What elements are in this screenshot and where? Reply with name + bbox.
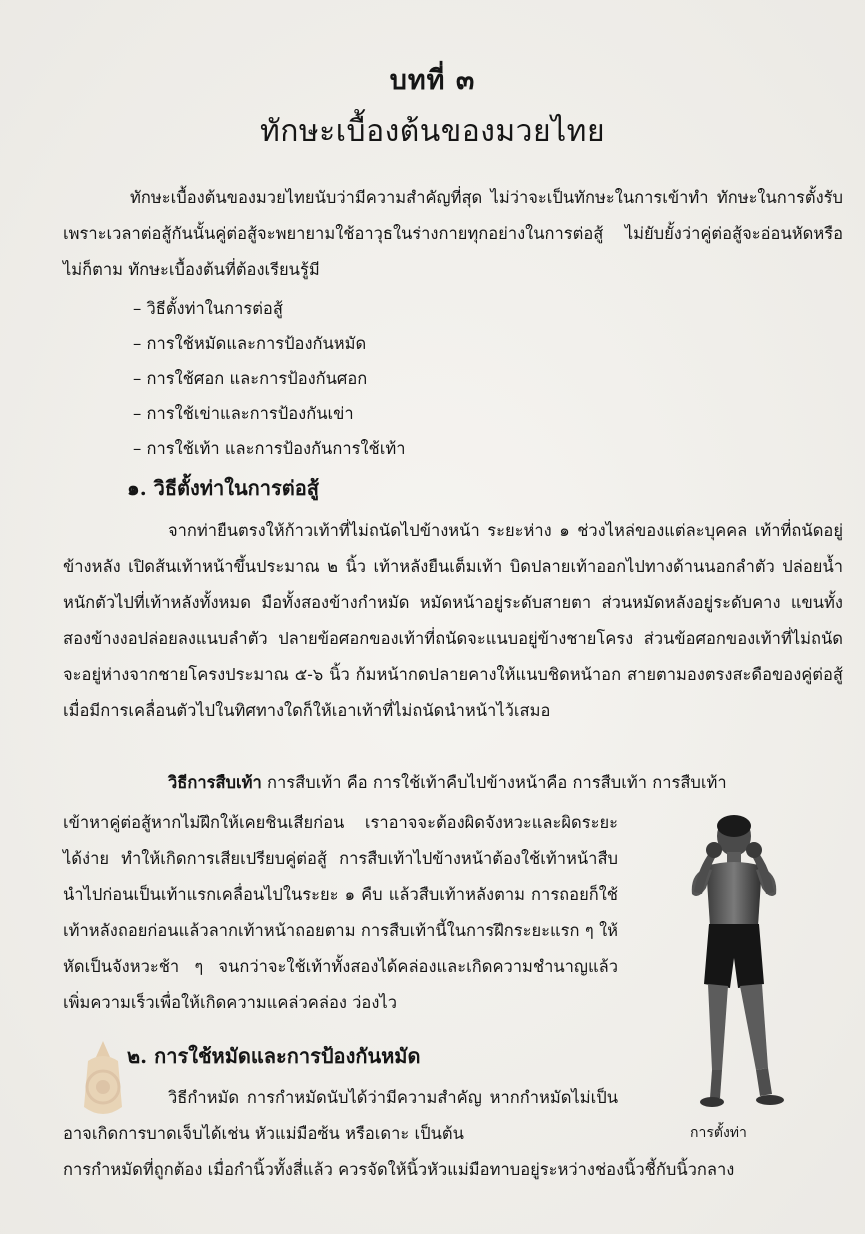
fist-paragraph: วิธีกำหมัด การกำหมัดนับได้ว่ามีความสำคัญ หากกำหมัดไม่เป็น อาจเกิดการบาดเจ็บได้เช่น หัวแม่มือซ้น หรือเดาะ เป็นต้น [63,1088,618,1143]
section-2-heading: ๒. การใช้หมัดและการป้องกันหมัด [127,1044,421,1068]
list-item: – การใช้ศอก และการป้องกันศอก [133,361,406,396]
skills-list [133,291,406,466]
footwork-label: วิธีการสืบเท้า [168,773,262,792]
chapter-title: ทักษะเบื้องต้นของมวยไทย [259,114,606,149]
footwork-paragraph: เข้าหาคู่ต่อสู้หากไม่ฝึกให้เคยชินเสียก่อน เราอาจจะต้องผิดจังหวะและผิดระยะได้ง่าย ทำให้เกิดการเสียเปรียบคู่ต่อสู้ การสืบเท้าไปข้างหน้าต้องใช้เท้าหน้าสืบนำไปก่อนเป็นเท้าแรกเคลื่อนไปในระยะ ๑ คืบ แล้วสืบเท้าหลังตาม การถอยก็ใช้เท้าหลังถอยก่อนแล้วลากเท้าหน้าถอยตาม การสืบเท้านี้ในการฝึกระยะแรก ๆ ให้หัดเป็นจังหวะช้า ๆ จนกว่าจะใช้เท้าทั้งสองได้คล่องและเกิดความชำนาญแล้วเพิ่มความเร็วเพื่อให้เกิดความแคล่วคล่อง ว่องไว [63,813,618,1012]
section-1-heading: ๑. วิธีตั้งท่าในการต่อสู้ [127,476,319,500]
fist-paragraph-continued: การกำหมัดที่ถูกต้อง เมื่อกำนิ้วทั้งสี่แล้ว ควรจัดให้นิ้วหัวแม่มือทาบอยู่ระหว่างช่องนิ้วชี้กับนิ้วกลาง [63,1160,735,1179]
photo-caption: การตั้งท่า [690,1125,747,1141]
intro-paragraph: ทักษะเบื้องต้นของมวยไทยนับว่ามีความสำคัญที่สุด ไม่ว่าจะเป็นทักษะในการเข้าทำ ทักษะในการตั้งรับ เพราะเวลาต่อสู้กันนั้นคู่ต่อสู้จะพยายามใช้อาวุธในร่างกายทุกอย่างในการต่อสู้ ไม่ยับยั้งว่าคู่ต่อสู้จะอ่อนหัดหรือไม่ก็ตาม ทักษะเบื้องต้นที่ต้องเรียนรู้มี [63,188,843,279]
footwork-paragraph-first-line [63,765,843,801]
boxer-stance-photo [672,808,794,1116]
footwork-first-line-text: การสืบเท้า คือ การใช้เท้าคืบไปข้างหน้าคือ การสืบเท้า การสืบเท้า [261,773,727,792]
stance-paragraph: จากท่ายืนตรงให้ก้าวเท้าที่ไม่ถนัดไปข้างหน้า ระยะห่าง ๑ ช่วงไหล่ของแต่ละบุคคล เท้าที่ถนัดอยู่ข้างหลัง เปิดส้นเท้าหน้าขึ้นประมาณ ๒ นิ้ว เท้าหลังยืนเต็มเท้า บิดปลายเท้าออกไปทางด้านนอกลำตัว ปล่อยน้ำหนักตัวไปที่เท้าหลังทั้งหมด มือทั้งสองข้างกำหมัด หมัดหน้าอยู่ระดับสายตา ส่วนหมัดหลังอยู่ระดับคาง แขนทั้งสองข้างงอปล่อยลงแนบลำตัว ปลายข้อศอกของเท้าที่ถนัดจะแนบอยู่ข้างชายโครง ส่วนข้อศอกของเท้าที่ไม่ถนัดจะอยู่ห่างจากชายโครงประมาณ ๕-๖ นิ้ว ก้มหน้ากดปลายคางให้แนบชิดหน้าอก สายตามองตรงสะดือของคู่ต่อสู้ เมื่อมีการเคลื่อนตัวไปในทิศทางใดก็ให้เอาเท้าที่ไม่ถนัดนำหน้าไว้เสมอ [63,521,843,720]
list-item: – การใช้หมัดและการป้องกันหมัด [133,326,406,361]
chapter-number: บทที่ ๓ [389,65,476,96]
list-item: – การใช้เท้า และการป้องกันการใช้เท้า [133,431,406,466]
watermark-seal-icon [68,1037,138,1125]
list-item: – การใช้เข่าและการป้องกันเข่า [133,396,406,431]
list-item: – วิธีตั้งท่าในการต่อสู้ [133,291,406,326]
